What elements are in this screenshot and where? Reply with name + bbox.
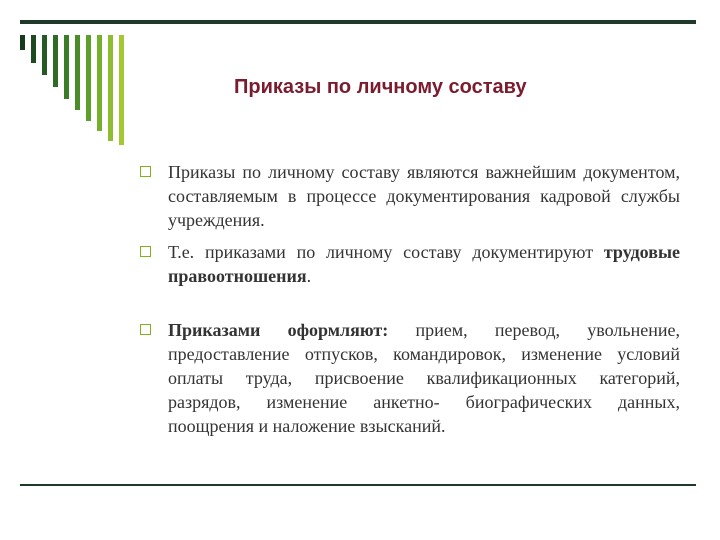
bullet-item (140, 240, 680, 288)
top-divider (20, 20, 696, 24)
stripe (119, 35, 124, 145)
bullet-item (140, 160, 680, 232)
decorative-stripes (20, 35, 124, 145)
bullet-lead: Приказами оформляют: (168, 320, 389, 340)
stripe (31, 35, 36, 63)
bullet-text: прием, перевод, увольнение, предоставление отпусков, командировок, изменение условий оплаты труда, присвоение квалификационных категорий, разрядов, изменение анкетно- биографических данных, поощрения и наложение взысканий. (168, 320, 680, 436)
bottom-divider (20, 484, 696, 486)
stripe (64, 35, 69, 99)
stripe (75, 35, 80, 110)
stripe (108, 35, 113, 141)
bullet-bold-term: трудовые правоотношения (168, 242, 680, 286)
stripe (20, 35, 25, 50)
hollow-square-icon (140, 324, 151, 335)
bullet-text: Т.е. приказами по личному составу документируют (168, 242, 604, 262)
stripe (53, 35, 58, 87)
stripe (97, 35, 102, 131)
stripe (42, 35, 47, 75)
bullet-text: Приказы по личному составу являются важнейшим документом, составляемым в процессе документирования кадровой службы учреждения. (168, 162, 680, 230)
bullet-list (140, 160, 680, 438)
slide-title: Приказы по личному составу (234, 76, 527, 98)
hollow-square-icon (140, 246, 151, 257)
bullet-item (140, 318, 680, 438)
hollow-square-icon (140, 166, 151, 177)
stripe (86, 35, 91, 121)
bullet-tail: . (306, 266, 312, 286)
